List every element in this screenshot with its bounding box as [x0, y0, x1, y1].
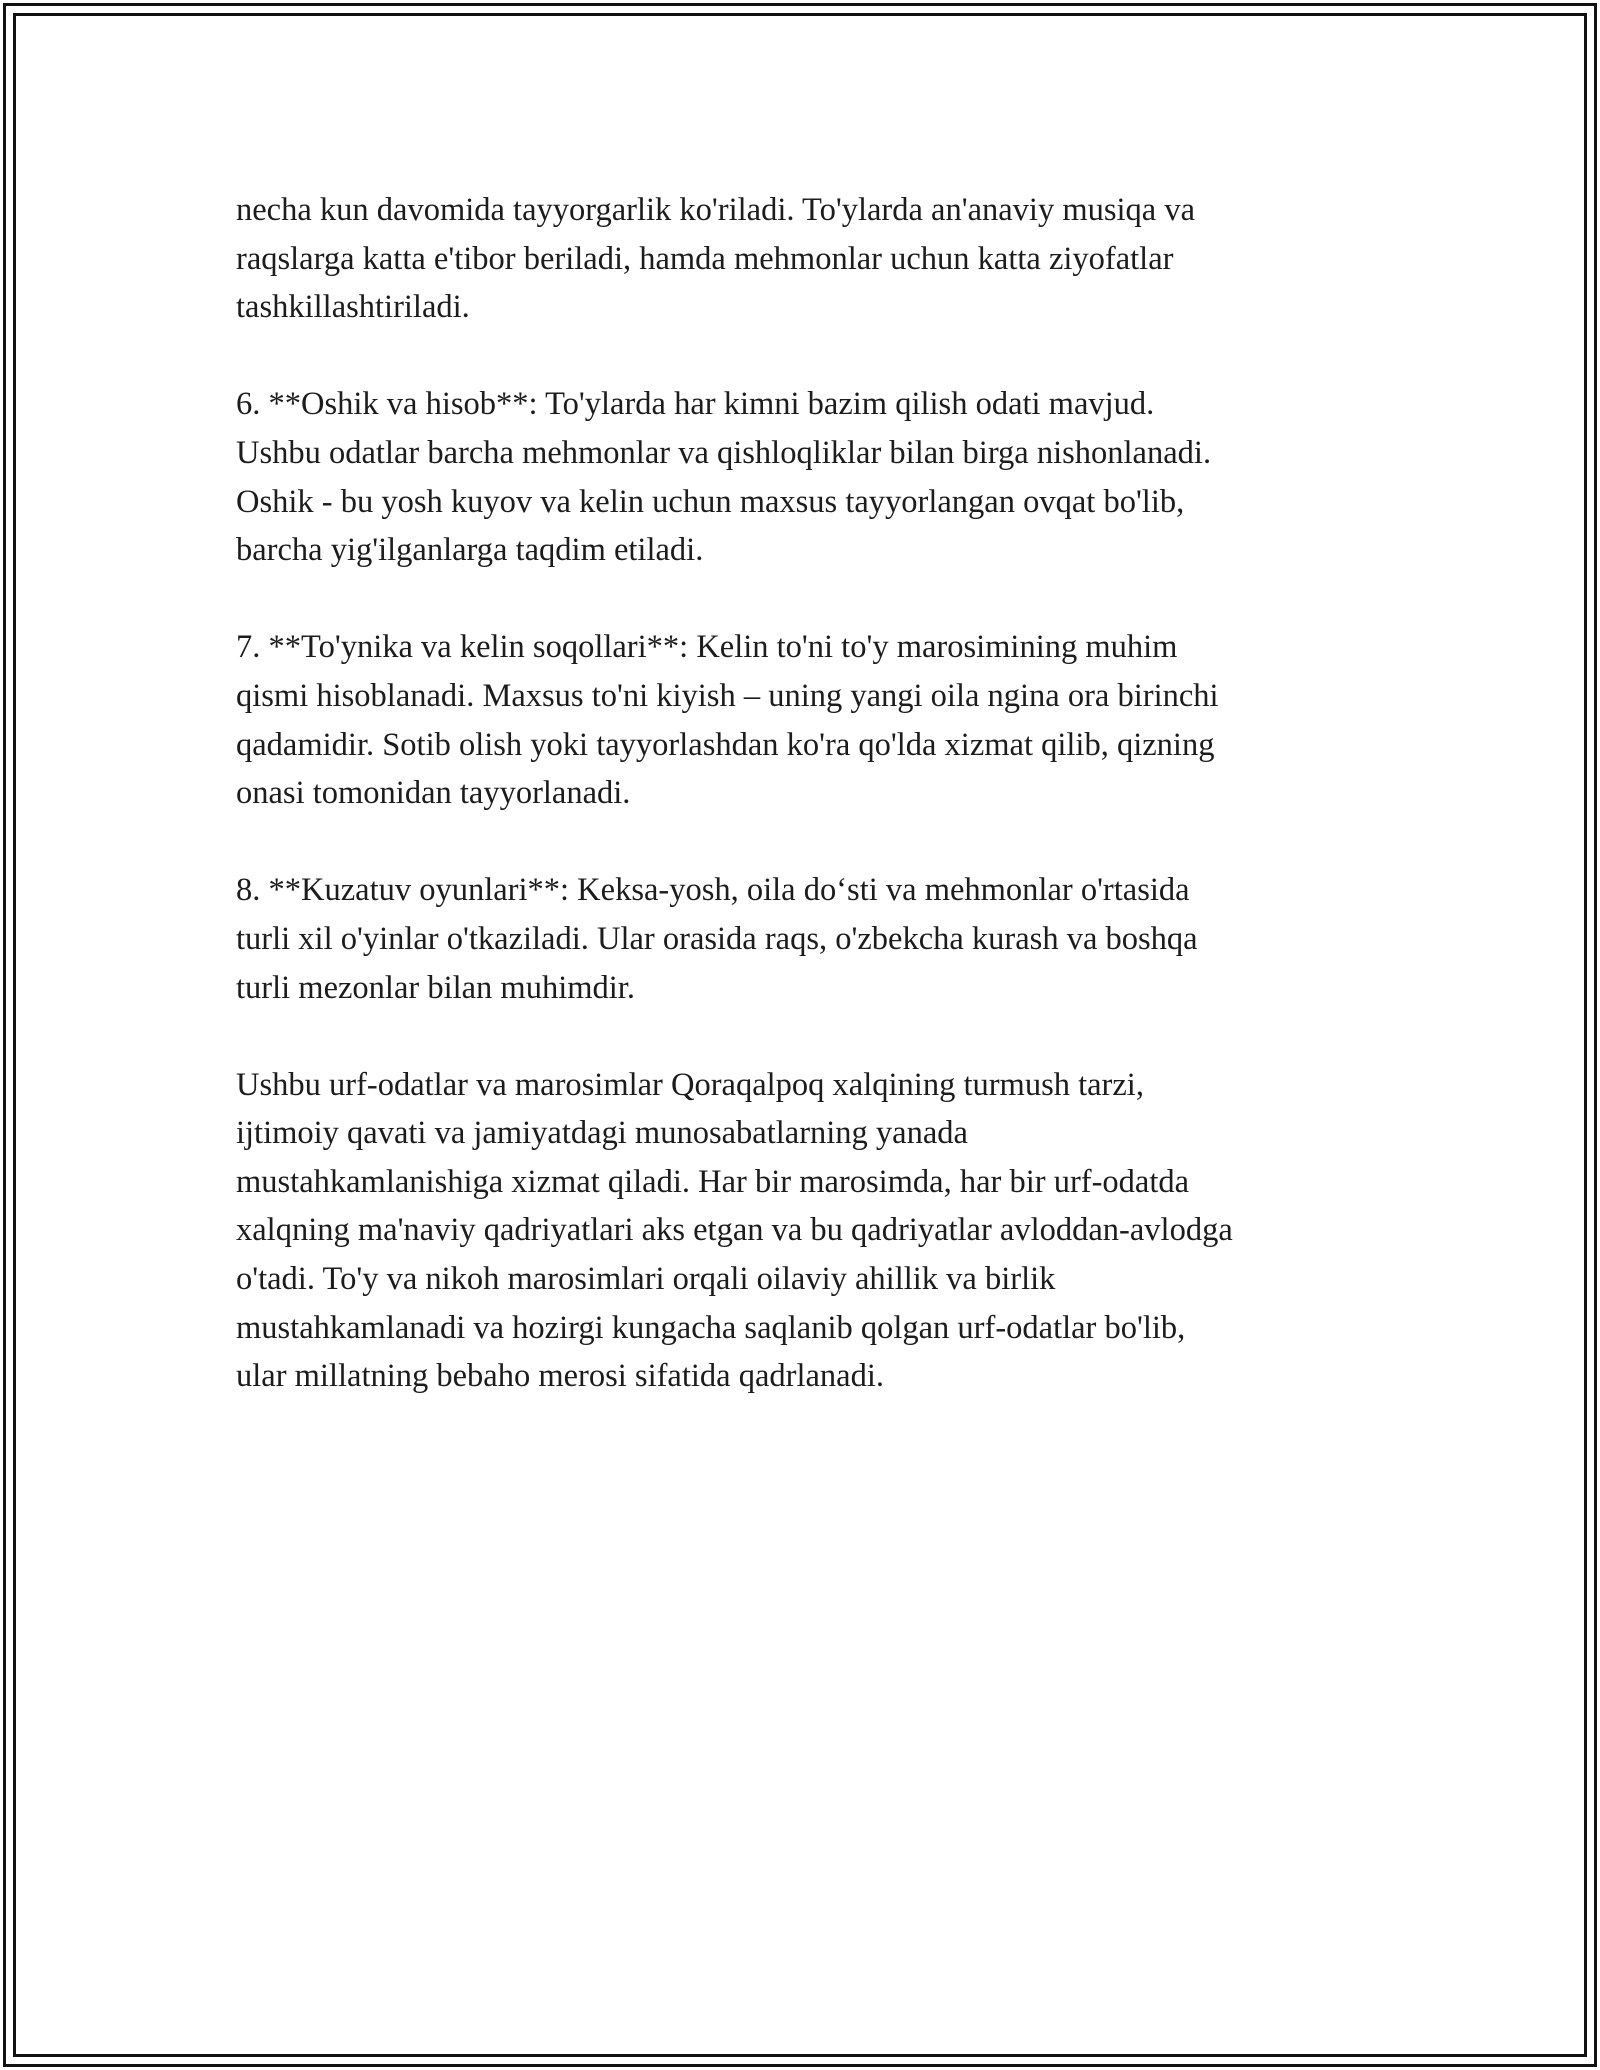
text-line: ijtimoiy qavati va jamiyatdagi munosabatlarning yanada: [236, 1115, 968, 1152]
paragraph-conclusion: [236, 1061, 1386, 1401]
paragraph-item-8: [236, 866, 1386, 1012]
text-line: Oshik - bu yosh kuyov va kelin uchun maxsus tayyorlangan ovqat bo'lib,: [236, 483, 1185, 520]
text-line: turli mezonlar bilan muhimdir.: [236, 969, 635, 1006]
text-line: barcha yig'ilganlarga taqdim etiladi.: [236, 532, 704, 569]
text-line: raqslarga katta e'tibor beriladi, hamda mehmonlar uchun katta ziyofatlar: [236, 240, 1174, 277]
text-line: 7. **To'ynika va kelin soqollari**: Kelin to'ni to'y marosimining muhim: [236, 629, 1178, 666]
paragraph-continuation: [236, 186, 1386, 332]
text-line: xalqning ma'naviy qadriyatlari aks etgan va bu qadriyatlar avloddan-avlodga: [236, 1212, 1233, 1249]
text-line: tashkillashtiriladi.: [236, 289, 470, 326]
paragraph-item-6: [236, 380, 1386, 574]
text-line: o'tadi. To'y va nikoh marosimlari orqali oilaviy ahillik va birlik: [236, 1261, 1056, 1298]
text-line: 6. **Oshik va hisob**: To'ylarda har kimni bazim qilish odati mavjud.: [236, 386, 1155, 423]
text-line: mustahkamlanadi va hozirgi kungacha saqlanib qolgan urf-odatlar bo'lib,: [236, 1309, 1186, 1346]
text-line: 8. **Kuzatuv oyunlari**: Keksa-yosh, oila do‘sti va mehmonlar o'rtasida: [236, 872, 1190, 909]
text-line: Ushbu urf-odatlar va marosimlar Qoraqalpoq xalqining turmush tarzi,: [236, 1066, 1144, 1103]
text-line: onasi tomonidan tayyorlanadi.: [236, 775, 631, 812]
text-line: mustahkamlanishiga xizmat qiladi. Har bir marosimda, har bir urf-odatda: [236, 1163, 1190, 1200]
text-line: qadamidir. Sotib olish yoki tayyorlashdan ko'ra qo'lda xizmat qilib, qizning: [236, 726, 1215, 763]
text-line: ular millatning bebaho merosi sifatida qadrlanadi.: [236, 1358, 885, 1395]
paragraph-item-7: [236, 623, 1386, 817]
text-line: qismi hisoblanadi. Maxsus to'ni kiyish – uning yangi oila ngina ora birinchi: [236, 677, 1219, 714]
text-line: necha kun davomida tayyorgarlik ko'riladi. To'ylarda an'anaviy musiqa va: [236, 192, 1196, 228]
text-line: turli xil o'yinlar o'tkaziladi. Ular orasida raqs, o'zbekcha kurash va boshqa: [236, 920, 1198, 957]
text-line: Ushbu odatlar barcha mehmonlar va qishloqliklar bilan birga nishonlanadi.: [236, 434, 1212, 471]
document-body: [236, 186, 1386, 1449]
